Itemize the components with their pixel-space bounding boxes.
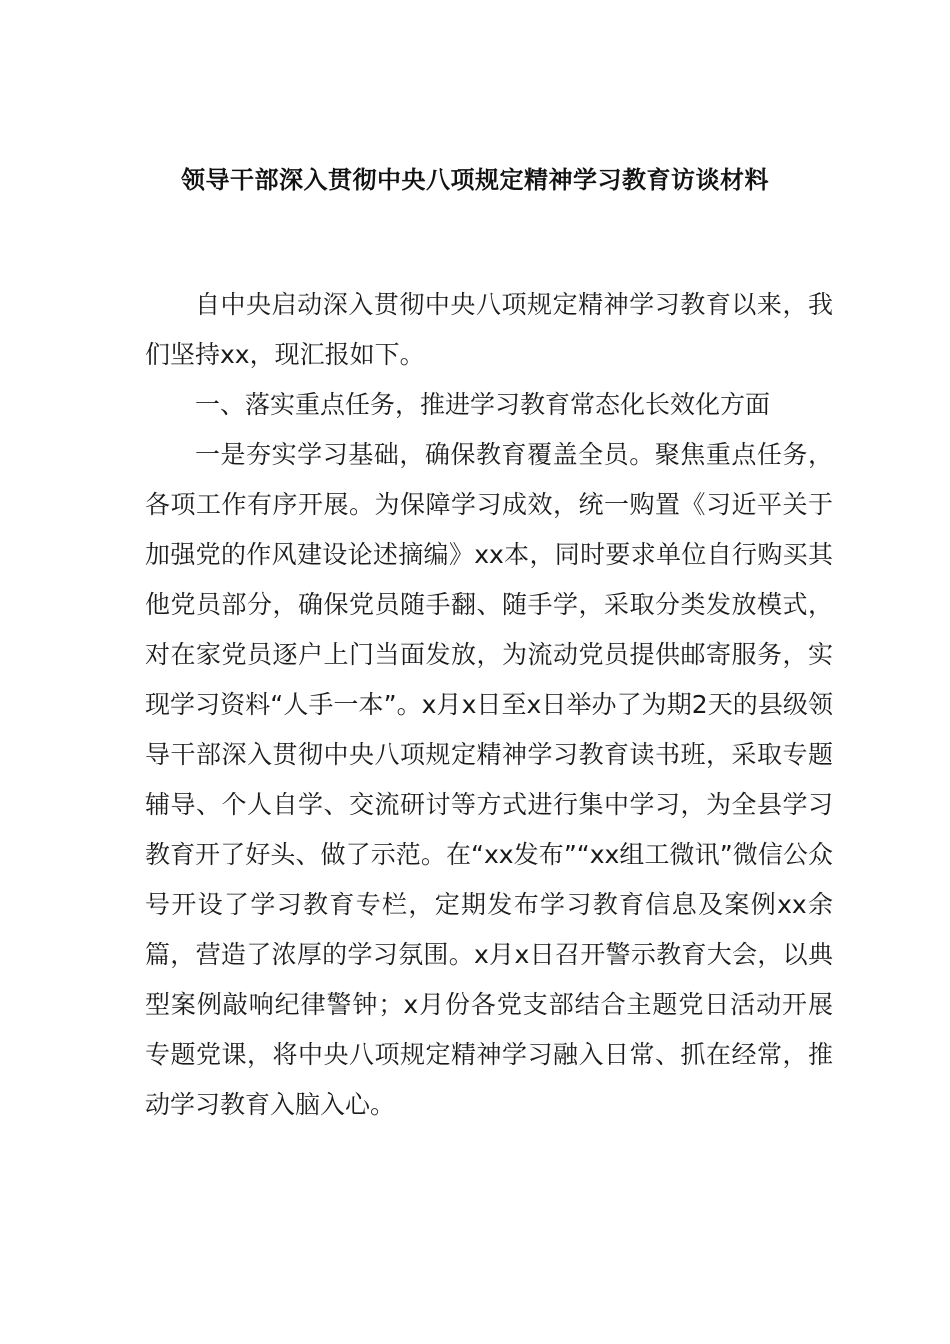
document-body (145, 280, 833, 1130)
intro-paragraph: 自中央启动深入贯彻中央八项规定精神学习教育以来，我们坚持xx，现汇报如下。 (145, 290, 833, 369)
section-heading: 一、落实重点任务，推进学习教育常态化长效化方面 (195, 390, 771, 419)
body-paragraph: 一是夯实学习基础，确保教育覆盖全员。聚焦重点任务，各项工作有序开展。为保障学习成效，统一购置《习近平关于加强党的作风建设论述摘编》xx本，同时要求单位自行购买其他党员部分，确保党员随手翻、随手学，采取分类发放模式，对在家党员逐户上门当面发放，为流动党员提供邮寄服务，实现学习资料“人手一本”。x月x日至x日举办了为期2天的县级领导干部深入贯彻中央八项规定精神学习教育读书班，采取专题辅导、个人自学、交流研讨等方式进行集中学习，为全县学习教育开了好头、做了示范。在“xx发布”“xx组工微讯”微信公众号开设了学习教育专栏，定期发布学习教育信息及案例xx余篇，营造了浓厚的学习氛围。x月x日召开警示教育大会，以典型案例敲响纪律警钟；x月份各党支部结合主题党日活动开展专题党课，将中央八项规定精神学习融入日常、抓在经常，推动学习教育入脑入心。 (145, 440, 833, 1119)
document-title: 领导干部深入贯彻中央八项规定精神学习教育访谈材料 (181, 166, 769, 194)
